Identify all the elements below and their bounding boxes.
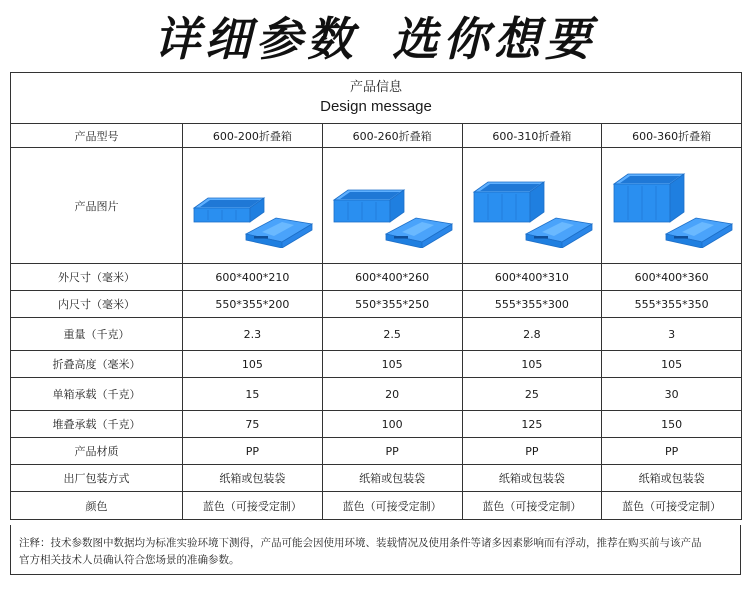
spec-value: 600*400*360 bbox=[602, 264, 742, 291]
spec-value: 600*400*310 bbox=[462, 264, 602, 291]
footnote-line1: 技术参数图中数据均为标准实验环境下测得，产品可能会因使用环境、装载情况及使用条件等诸多因素影响而有浮动，推荐在购买前与该产品 bbox=[50, 537, 702, 549]
spec-value: 100 bbox=[322, 411, 462, 438]
page-title-right: 选你想要 bbox=[392, 12, 596, 66]
product-image-cell bbox=[602, 148, 742, 264]
spec-value: PP bbox=[462, 438, 602, 465]
row-label: 折叠高度（毫米） bbox=[11, 351, 183, 378]
page-title-left: 详细参数 bbox=[154, 12, 358, 66]
table-title-en: Design message bbox=[320, 98, 432, 115]
model-name: 600-360折叠箱 bbox=[602, 124, 742, 148]
folding-crate-image bbox=[190, 164, 314, 248]
spec-value: 600*400*260 bbox=[322, 264, 462, 291]
folding-crate-image bbox=[470, 164, 594, 248]
spec-value: 30 bbox=[602, 378, 742, 411]
spec-value: 105 bbox=[462, 351, 602, 378]
spec-value: 125 bbox=[462, 411, 602, 438]
spec-value: PP bbox=[322, 438, 462, 465]
spec-value: 15 bbox=[183, 378, 323, 411]
spec-value: 2.5 bbox=[322, 318, 462, 351]
spec-value: 105 bbox=[322, 351, 462, 378]
spec-table bbox=[10, 72, 742, 520]
spec-value: 蓝色（可接受定制） bbox=[322, 492, 462, 520]
spec-value: 蓝色（可接受定制） bbox=[462, 492, 602, 520]
spec-value: 550*355*200 bbox=[183, 291, 323, 318]
spec-value: 600*400*210 bbox=[183, 264, 323, 291]
row-label: 出厂包装方式 bbox=[11, 465, 183, 492]
model-name: 600-200折叠箱 bbox=[183, 124, 323, 148]
footnote-prefix: 注释： bbox=[19, 537, 51, 549]
product-image-cell bbox=[322, 148, 462, 264]
row-label: 单箱承载（千克） bbox=[11, 378, 183, 411]
row-label: 产品图片 bbox=[11, 148, 183, 264]
product-image-cell bbox=[183, 148, 323, 264]
model-name: 600-310折叠箱 bbox=[462, 124, 602, 148]
row-label: 产品型号 bbox=[11, 124, 183, 148]
folding-crate-image bbox=[610, 164, 734, 248]
row-label: 颜色 bbox=[11, 492, 183, 520]
footnote bbox=[10, 525, 741, 575]
page-title bbox=[0, 8, 750, 70]
spec-value: 550*355*250 bbox=[322, 291, 462, 318]
spec-value: 105 bbox=[183, 351, 323, 378]
footnote-line2: 官方相关技术人员确认符合您场景的准确参数。 bbox=[19, 554, 240, 566]
product-image-cell bbox=[462, 148, 602, 264]
table-title-cn: 产品信息 bbox=[349, 80, 402, 95]
spec-value: 蓝色（可接受定制） bbox=[183, 492, 323, 520]
model-name: 600-260折叠箱 bbox=[322, 124, 462, 148]
spec-value: 纸箱或包装袋 bbox=[462, 465, 602, 492]
row-label: 堆叠承载（千克） bbox=[11, 411, 183, 438]
spec-value: PP bbox=[183, 438, 323, 465]
spec-value: 2.8 bbox=[462, 318, 602, 351]
row-label: 重量（千克） bbox=[11, 318, 183, 351]
spec-value: 25 bbox=[462, 378, 602, 411]
spec-value: 20 bbox=[322, 378, 462, 411]
spec-value: 555*355*300 bbox=[462, 291, 602, 318]
row-label: 产品材质 bbox=[11, 438, 183, 465]
spec-value: 纸箱或包装袋 bbox=[602, 465, 742, 492]
spec-value: 555*355*350 bbox=[602, 291, 742, 318]
spec-value: 150 bbox=[602, 411, 742, 438]
table-header bbox=[11, 73, 742, 124]
spec-value: 105 bbox=[602, 351, 742, 378]
spec-value: 纸箱或包装袋 bbox=[322, 465, 462, 492]
row-label: 外尺寸（毫米） bbox=[11, 264, 183, 291]
spec-value: 蓝色（可接受定制） bbox=[602, 492, 742, 520]
spec-value: 3 bbox=[602, 318, 742, 351]
spec-value: 2.3 bbox=[183, 318, 323, 351]
spec-value: 75 bbox=[183, 411, 323, 438]
folding-crate-image bbox=[330, 164, 454, 248]
spec-value: PP bbox=[602, 438, 742, 465]
spec-value: 纸箱或包装袋 bbox=[183, 465, 323, 492]
row-label: 内尺寸（毫米） bbox=[11, 291, 183, 318]
